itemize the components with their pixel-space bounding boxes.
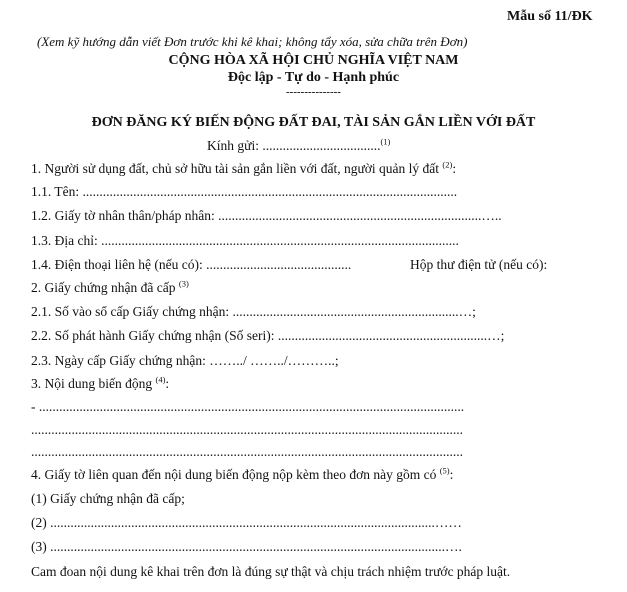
serial-row xyxy=(31,328,504,344)
serial-field[interactable]: ..............................................................…; xyxy=(277,328,505,343)
motto-rule: --------------- xyxy=(286,86,341,98)
issue-date-label: 2.3. Ngày cấp Giấy chứng nhận: xyxy=(31,353,210,368)
section4-heading: 4. Giấy tờ liên quan đến nội dung biến động nộp kèm theo đơn này gồm có $^{(5)}$: xyxy=(31,465,454,482)
entry-no-label: 2.1. Số vào sổ cấp Giấy chứng nhận: xyxy=(31,304,233,319)
attachment-item-1: (1) Giấy chứng nhận đã cấp; xyxy=(31,491,185,506)
phone-row xyxy=(31,257,351,273)
recipient-field[interactable]: ................................... xyxy=(262,138,381,153)
email-label: Hộp thư điện tử (nếu có): xyxy=(410,257,548,272)
form-title: ĐƠN ĐĂNG KÝ BIẾN ĐỘNG ĐẤT ĐAI, TÀI SẢN GẮN LIỀN VỚI ĐẤT xyxy=(91,115,536,130)
motto: Độc lập - Tự do - Hạnh phúc xyxy=(227,70,400,85)
attachment-item-2[interactable]: (2) ..................................................................................................................…… xyxy=(31,515,462,530)
section3-note: (4) xyxy=(155,374,166,385)
entry-no-row xyxy=(31,304,476,320)
id-label: 1.2. Giấy tờ nhân thân/pháp nhân: xyxy=(31,208,219,223)
phone-field[interactable]: ........................................... xyxy=(206,257,352,272)
change-content-line-3[interactable]: ................................................................................................................................ xyxy=(31,444,463,459)
greeting-note: (1) xyxy=(380,136,391,147)
section3-heading: 3. Nội dung biến động $^{(4)}$: xyxy=(31,374,170,391)
address-label: 1.3. Địa chỉ: xyxy=(31,233,102,248)
name-label: 1.1. Tên: xyxy=(31,184,83,199)
greeting-line xyxy=(207,138,390,154)
commitment-statement: Cam đoan nội dung kê khai trên đơn là đúng sự thật và chịu trách nhiệm trước pháp luật. xyxy=(31,564,511,579)
attachment-item-3[interactable]: (3) .....................................................................................................................…. xyxy=(31,539,462,554)
national-title: CỘNG HÒA XÃ HỘI CHỦ NGHĨA VIỆT NAM xyxy=(168,53,459,68)
section2-note: (3) xyxy=(178,278,189,289)
greeting-label: Kính gửi: xyxy=(207,138,263,153)
phone-label: 1.4. Điện thoại liên hệ (nếu có): xyxy=(31,257,207,272)
form-code: Mẫu số 11/ĐK xyxy=(507,9,593,24)
address-field[interactable]: .......................................................................................................... xyxy=(101,233,459,248)
entry-no-field[interactable]: ...................................................................…; xyxy=(232,304,476,319)
name-row xyxy=(31,184,457,200)
change-content-line-2[interactable]: ................................................................................................................................ xyxy=(31,422,463,437)
section1-note: (2) xyxy=(442,159,453,170)
issue-date-row xyxy=(31,353,339,369)
section2-heading: 2. Giấy chứng nhận đã cấp $^{(3)}$ xyxy=(31,278,189,295)
name-field[interactable]: ............................................................................................................... xyxy=(82,184,458,199)
instruction-note: (Xem kỹ hướng dẫn viết Đơn trước khi kê khai; không tẩy xóa, sửa chữa trên Đơn) xyxy=(37,34,468,49)
section1-heading: 1. Người sử dụng đất, chủ sở hữu tài sản gắn liền với đất, người quản lý đất $^{(2)}$: xyxy=(31,159,457,176)
id-row xyxy=(31,208,502,224)
address-row xyxy=(31,233,459,249)
change-content-line-1[interactable]: - .............................................................................................................................. xyxy=(31,399,465,414)
id-field[interactable]: ..............................................................................….. xyxy=(218,208,502,223)
serial-label: 2.2. Số phát hành Giấy chứng nhận (Số seri): xyxy=(31,328,278,343)
section4-note: (5) xyxy=(439,465,450,476)
issue-date-field[interactable]: ……../ ……../………..; xyxy=(209,353,339,368)
